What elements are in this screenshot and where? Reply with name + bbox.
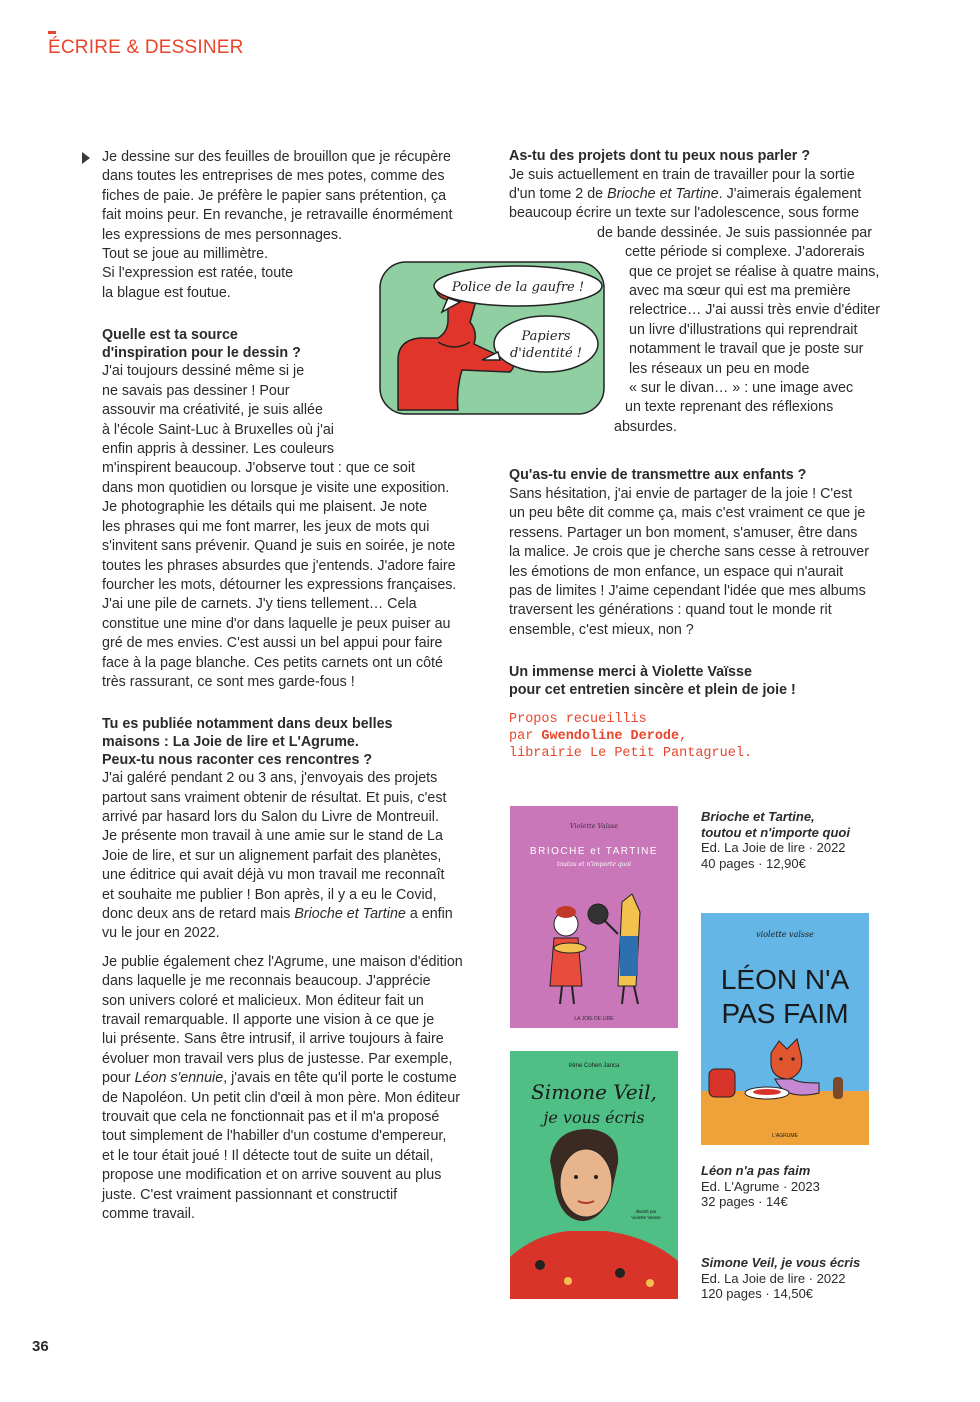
bubble-2-text-b: d'identité ! [509, 346, 583, 361]
cover-title: BRIOCHE et TARTINE [529, 846, 659, 857]
bubble-1-text: Police de la gaufre ! [451, 280, 585, 295]
shaped-line: de bande dessinée. Je suis passionnée par [597, 224, 873, 241]
shaped-line: que ce projet se réalise à quatre mains, [629, 263, 880, 280]
cover-title-2: PAS FAIM [721, 998, 849, 1029]
answer-projects: Je suis actuellement en train de travailler pour la sortie d'un tome 2 de Brioche et Tartine. J'aimerais également beaucoup écrire un texte sur l'adolescence, sous forme de bande dessinée. Je suis passionnée par cette période si complexe. J'adorerais que ce projet se réalise à quatre mains, avec ma sœur qui est ma première relectrice… J'ai aussi très envie d'éditer un livre d'illustrations qui reprendrait notamment le travail que je poste sur les réseaux un peu en mode « sur le divan… » : une image avec un texte reprenant des réflexions absurdes. [509, 166, 899, 438]
shaped-line: un texte reprenant des réflexions [625, 399, 834, 416]
shaped-line: avec ma sœur qui est ma première [629, 283, 851, 300]
cover-subtitle: toutou et n'importe quoi [556, 861, 632, 868]
cover-title-1: Simone Veil, [531, 1080, 657, 1104]
book-cover-leon [701, 913, 869, 1145]
question-projects: As-tu des projets dont tu peux nous parler ? [509, 148, 811, 164]
question-publishers: Tu es publiée notamment dans deux belles maisons : La Joie de lire et L'Agrume. Peux-tu nous raconter ces rencontres ? [102, 716, 393, 768]
cover-title-2: je vous écris [543, 1108, 645, 1127]
bubble-2-text-a: Papiers [521, 329, 571, 344]
section-title: ÉCRIRE & DESSINER [48, 37, 244, 58]
caption-simone-veil: Simone Veil, je vous écris Ed. La Joie de lire · 2022 120 pages · 14,50€ [701, 1255, 861, 1302]
cover-title-1: LÉON N'A [720, 964, 850, 995]
section-mark [48, 31, 56, 34]
shaped-line: cette période si complexe. J'adorerais [625, 244, 865, 261]
cover-author: violette vaïsse [756, 930, 814, 939]
shaped-line: « sur le divan… » : une image avec [629, 380, 854, 397]
answer-publishers-2: Je publie également chez l'Agrume, une maison d'édition dans laquelle je me reconnais beaucoup. J'apprécie son univers coloré et malicieux. Mon éditeur fait un travail remarquable. Il apporte une vision à ce que je lui présente. Sans être intrusif, il arrive toujours à faire évoluer mon travail vers plus de justesse. Par exemple, pour Léon s'ennuie, j'avais en tête qu'il porte le costume de Napoléon. Un petit clin d'œil à mon père. Mon éditeur trouvait que cela ne fonctionnait pas et il m'a proposé tout simplement de l'habiller d'un costume d'empereur, et le tour était joué ! Il détecte tout de suite un détail, propose une modification et on arrive souvent au plus juste. C'est vraiment passionnant et constructif comme travail. [102, 953, 463, 1223]
shaped-line: un livre d'illustrations qui reprendrait [629, 321, 858, 338]
thanks: Un immense merci à Violette Vaïsse pour cet entretien sincère et plein de joie ! [509, 664, 796, 698]
right-column [509, 148, 899, 762]
arrow-icon [82, 152, 90, 164]
question-transmit: Qu'as-tu envie de transmettre aux enfants ? [509, 467, 807, 484]
answer-inspiration: J'ai toujours dessiné même si je ne savais pas dessiner ! Pour assouvir ma créativité, je suis allée à l'école Saint-Luc à Bruxelles où j'ai enfin appris à dessiner. Les couleurs m'inspirent beaucoup. J'observe tout : que ce soit dans mon quotidien ou lorsque je visite une exposition. Je photographie les détails qui me plaisent. Je note les phrases qui me font marrer, les jeux de mots qui s'invitent sans prévenir. Quand je suis en soirée, je note toutes les phrases absurdes que j'entends. J'adore faire fourcher les mots, détourner les expressions françaises. J'ai une pile de carnets. J'y tiens tellement… Cela constitue une mine d'or dans laquelle je peux puiser au gré de mes envies. C'est aussi un bel appui pour faire face à la page blanche. Ces petits carnets ont un côté très rassurant, ce sont mes garde-fous ! [102, 363, 457, 690]
cover-publisher: L'AGRUME [772, 1133, 798, 1139]
cover-author: Violette Vaïsse [569, 822, 619, 830]
book-cover-simone-veil [510, 1051, 678, 1299]
caption-brioche: Brioche et Tartine, toutou et n'importe quoi Ed. La Joie de lire · 2022 40 pages · 12,90€ [701, 809, 850, 871]
shaped-line: absurdes. [614, 418, 677, 435]
cover-credit-2: Violette Vaïsse [631, 1215, 661, 1220]
intro-paragraph: Je dessine sur des feuilles de brouillon que je récupère dans toutes les entreprises de mes potes, comme des fiches de paie. Je préfère le papier sans prétention, ça fait moins peur. En revanche, je retravaille énormément les expressions de mes personnages. Tout se joue au millimètre. Si l'expression est ratée, toute la blague est foutue. [102, 149, 453, 301]
answer-publishers-1: J'ai galéré pendant 2 ou 3 ans, j'envoyais des projets partout sans vraiment obtenir de résultat. Et puis, c'est arrivé par hasard lors du Salon du Livre de Montreuil. Je présente mon travail à une amie sur le stand de La Joie de lire, et sur un alignement parfait des planètes, une éditrice qui avait déjà vu mon travail me reconnaît et souhaite me publier ! Bon après, il y a eu le Covid, donc deux ans de retard mais Brioche et Tartine a enfin vu le jour en 2022. [102, 770, 453, 942]
book-cover-brioche [510, 806, 678, 1028]
page-number: 36 [32, 1338, 49, 1355]
answer-transmit: Sans hésitation, j'ai envie de partager de la joie ! C'est un peu bête dit comme ça, mais c'est vraiment ce que je ressens. Partager un bon moment, s'amuser, être dans la malice. Je crois que je cherche sans cesse à retrouver les émotions de mon enfance, un espace qui n'aurait pas de limites ! J'aime cependant l'idée que mes albums traversent les générations : quand tout le monde rit ensemble, c'est mieux, non ? [509, 485, 869, 638]
cover-publisher: LA JOIE DE LIRE [574, 1016, 614, 1022]
cover-credit-1: Illustré par [635, 1209, 657, 1214]
question-inspiration: Quelle est ta source d'inspiration pour le dessin ? [102, 327, 301, 361]
shaped-line: notamment le travail que je poste sur [629, 341, 864, 358]
shaped-line: relectrice… J'ai aussi très envie d'éditer [629, 302, 880, 319]
cover-author: Irène Cohen Janca [568, 1063, 620, 1069]
caption-leon: Léon n'a pas faim Ed. L'Agrume · 2023 32 pages · 14€ [701, 1163, 820, 1210]
shaped-line: les réseaux un peu en mode [629, 360, 810, 377]
credit: Propos recueillis par Gwendoline Derode, librairie Le Petit Pantagruel. [509, 712, 753, 762]
